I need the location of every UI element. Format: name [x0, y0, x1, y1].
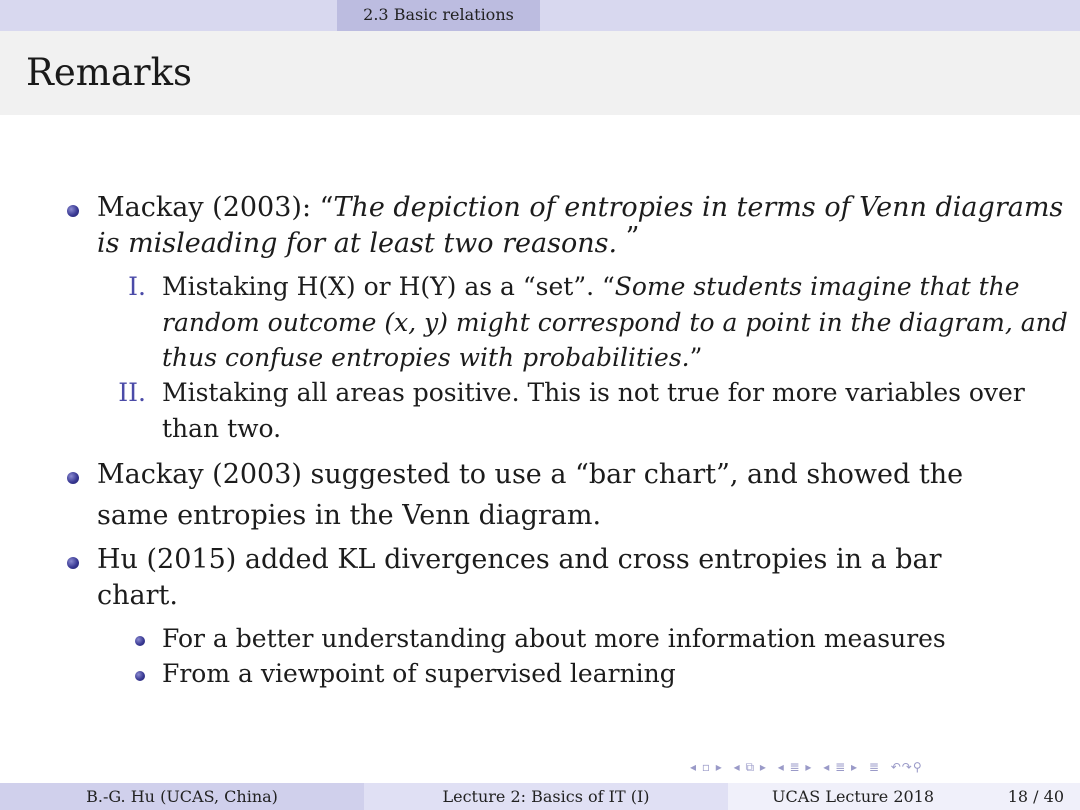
footer-event — [728, 783, 1080, 810]
bullet-1-quote-line-1: The depiction of entropies in terms of Venn diagrams — [333, 192, 1064, 223]
footer-page-number: 18 / 40 — [1007, 787, 1064, 806]
roman-numeral-2: II. — [118, 378, 146, 407]
bullet-1-line-2 — [97, 222, 640, 259]
frame-title-bar — [0, 31, 1080, 115]
footer-bar — [0, 783, 1080, 810]
nav-frame-icon[interactable]: ◂ ▫ ▸ — [690, 760, 723, 774]
item-1-line-3 — [162, 343, 702, 372]
nav-section-icon[interactable]: ◂ ≣ ▸ — [777, 760, 813, 774]
sub-bullet-2: From a viewpoint of supervised learning — [162, 659, 676, 688]
nav-subsection-icon[interactable]: ◂ ⧉ ▸ — [733, 760, 767, 774]
nav-align-icon[interactable]: ≣ — [868, 760, 880, 774]
sub-bullet-icon — [135, 636, 145, 646]
bullet-1-prefix: Mackay (2003): “ — [97, 192, 334, 223]
footer-author: B.-G. Hu (UCAS, China) — [0, 783, 364, 810]
bullet-1-suffix: ” — [625, 222, 640, 253]
bullet-1-line-1 — [97, 192, 1063, 223]
bullet-icon — [67, 205, 79, 217]
item-2-line-1: Mistaking all areas positive. This is not true for more variables over — [162, 378, 1025, 407]
item-1-line-2: random outcome (x, y) might correspond to a point in the diagram, and — [162, 308, 1068, 337]
item-1-line-3-italic: thus confuse entropies with probabilities. — [162, 343, 690, 372]
bullet-icon — [67, 557, 79, 569]
footer-lecture-title: Lecture 2: Basics of IT (I) — [364, 783, 728, 810]
header-navigation-bar — [0, 0, 1080, 31]
bullet-2-line-1: Mackay (2003) suggested to use a “bar chart”, and showed the — [97, 459, 964, 490]
sub-bullet-1: For a better understanding about more information measures — [162, 624, 946, 653]
footer-event-name: UCAS Lecture 2018 — [772, 787, 935, 806]
bullet-3-line-2: chart. — [97, 580, 178, 611]
bullet-icon — [67, 472, 79, 484]
item-1-line-1 — [162, 272, 1020, 301]
item-2-line-2: than two. — [162, 414, 282, 443]
nav-appendix-icon[interactable]: ◂ ≣ ▸ — [823, 760, 859, 774]
bullet-2-line-2: same entropies in the Venn diagram. — [97, 500, 602, 531]
frame-title: Remarks — [26, 51, 192, 94]
sub-bullet-icon — [135, 671, 145, 681]
roman-numeral-1: I. — [128, 272, 146, 301]
beamer-navigation-icons — [690, 760, 929, 778]
nav-search-icon[interactable]: ↶↷⚲ — [890, 760, 923, 774]
item-1-italic-text: Some students imagine that the — [614, 272, 1020, 301]
item-1-line-3-suffix: ” — [689, 343, 703, 372]
item-1-plain-text: Mistaking H(X) or H(Y) as a “set”. “ — [162, 272, 615, 301]
bullet-1-quote-line-2: is misleading for at least two reasons. — [97, 228, 626, 259]
bullet-3-line-1: Hu (2015) added KL divergences and cross entropies in a bar — [97, 544, 942, 575]
current-section-tab[interactable]: 2.3 Basic relations — [337, 0, 540, 31]
